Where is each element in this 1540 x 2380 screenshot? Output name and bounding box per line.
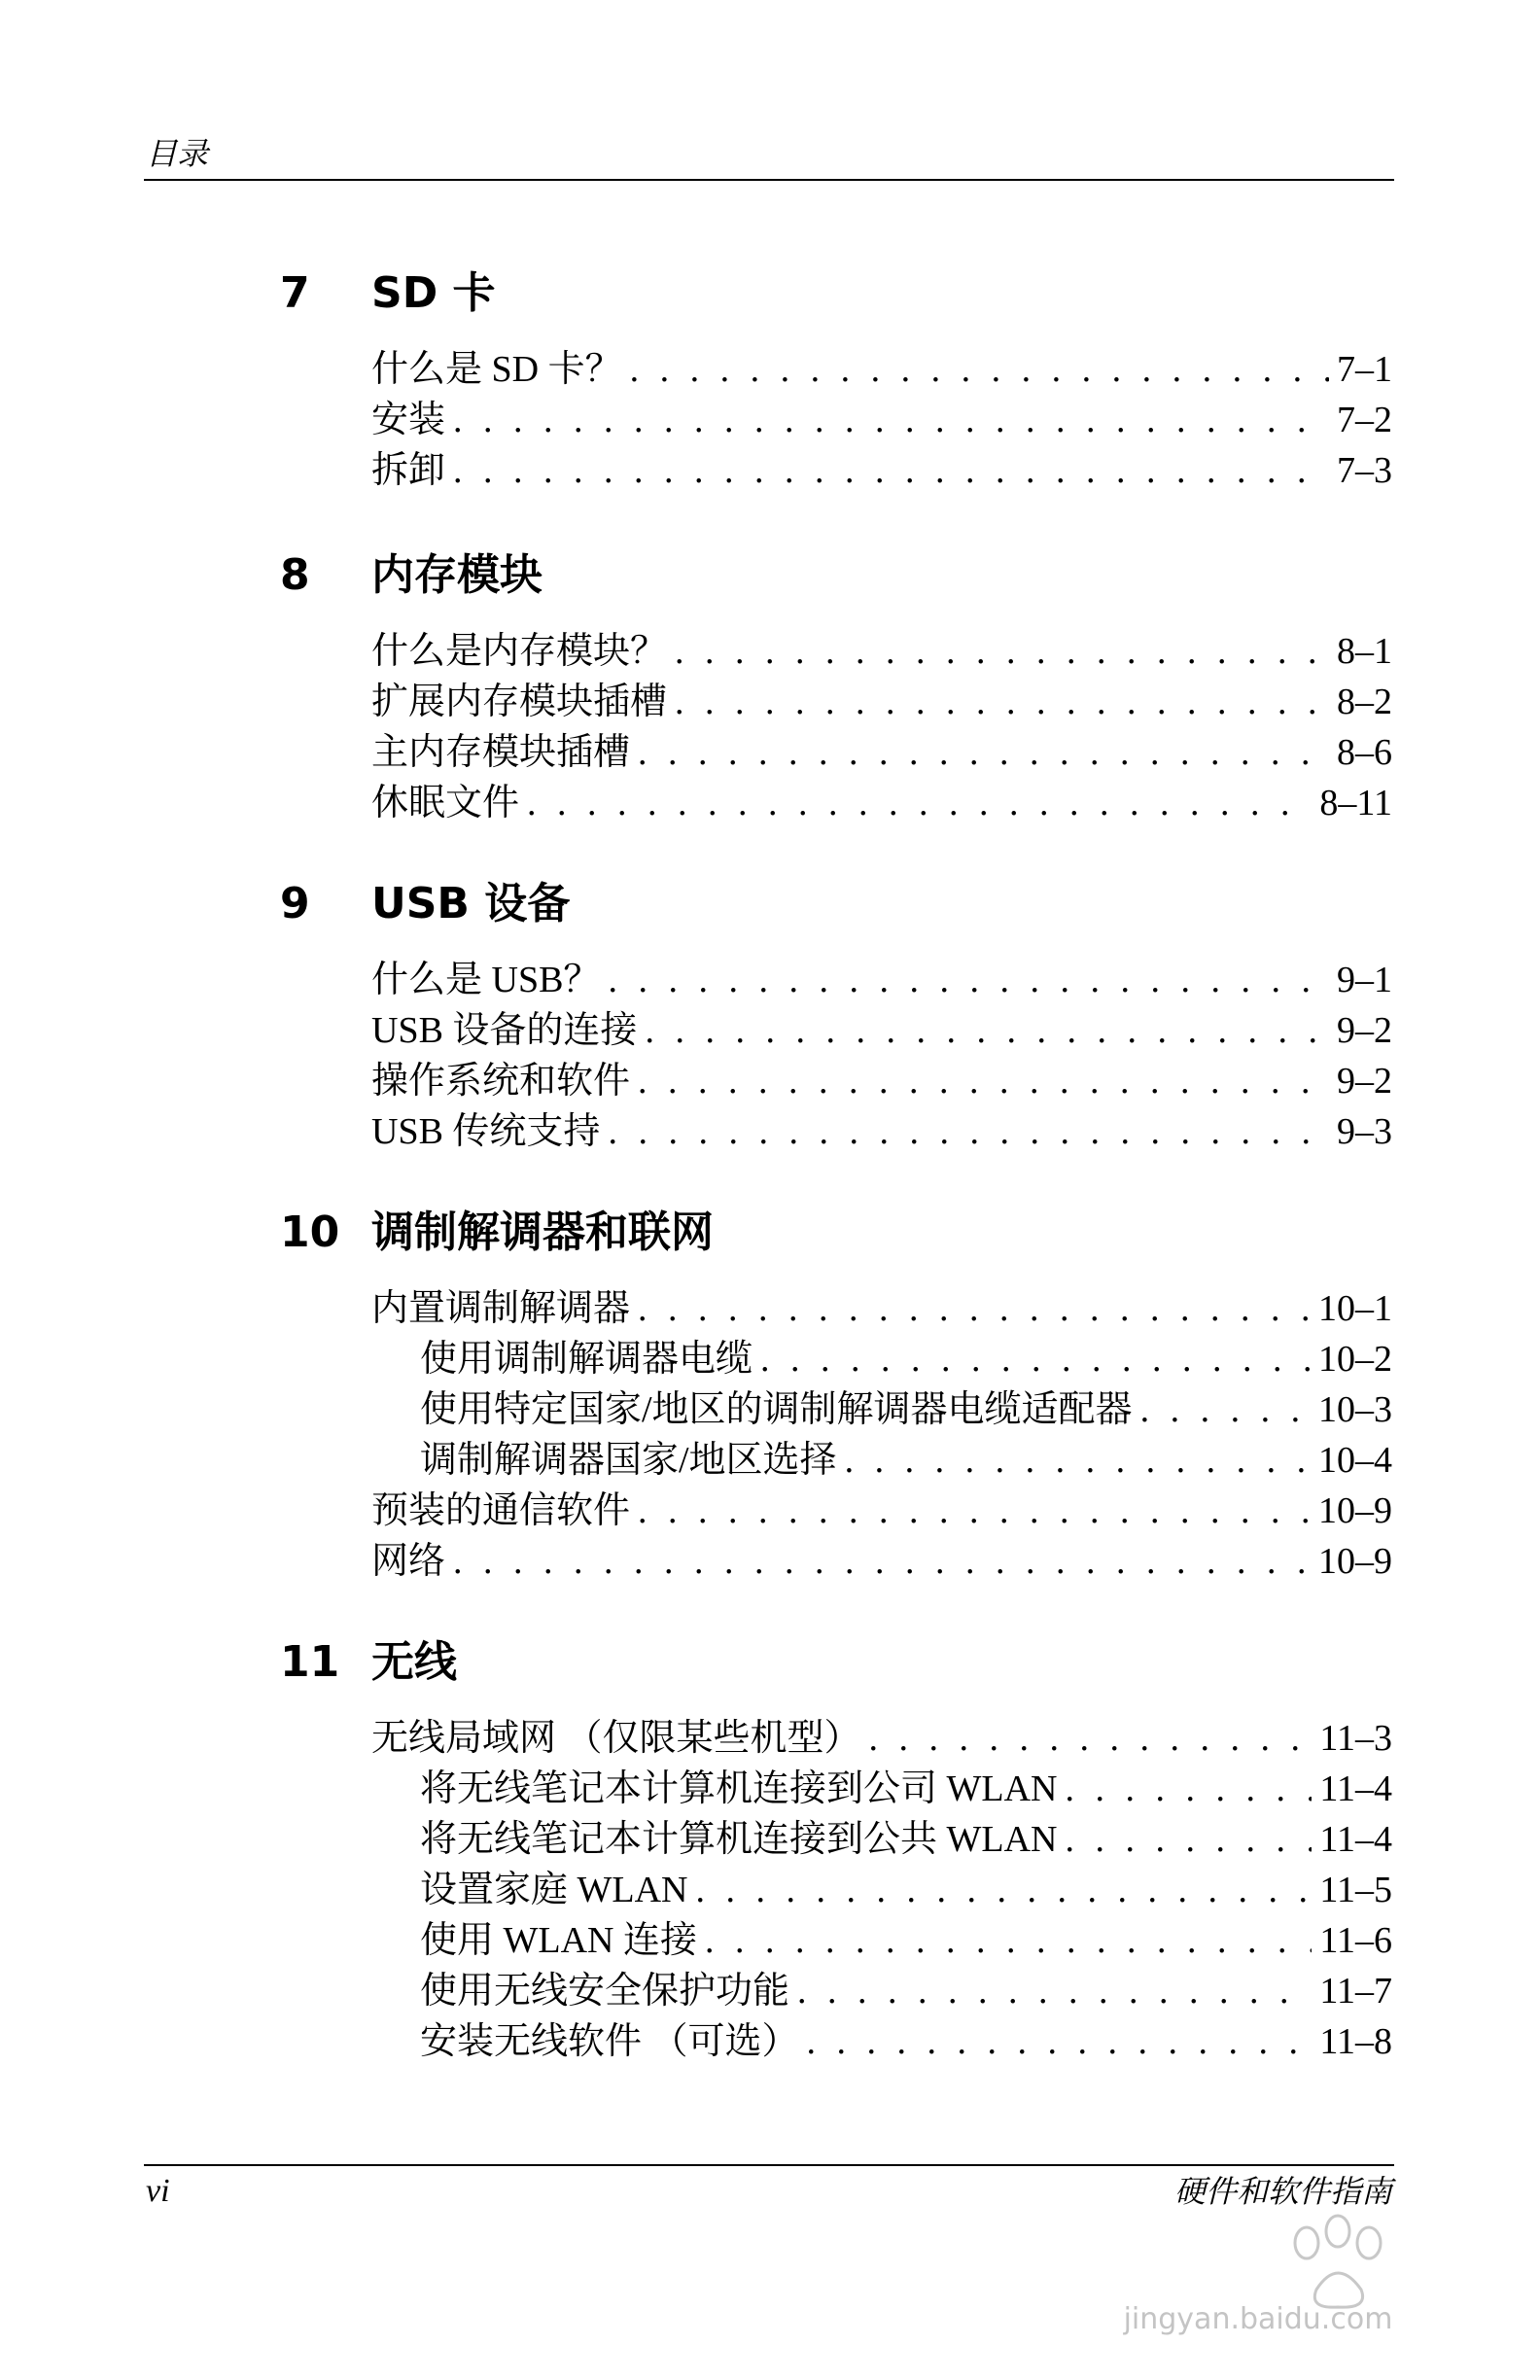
baidu-jingyan-watermark [1083, 2192, 1433, 2338]
toc-entry-title: 将无线笔记本计算机连接到公共 WLAN [420, 1819, 1058, 1860]
chapter-number: 9 [280, 879, 310, 928]
dot-leader [1140, 1384, 1311, 1435]
chapter-heading[interactable] [0, 875, 1540, 933]
dot-leader [1065, 1814, 1312, 1865]
toc-entry-page: 11–6 [1319, 1920, 1392, 1961]
toc-entry-title: 休眠文件 [371, 783, 520, 823]
toc-entry-page: 10–9 [1318, 1541, 1392, 1582]
dot-leader [638, 727, 1329, 778]
toc-entry-title: 安装 [371, 400, 446, 440]
toc-entry-page: 10–9 [1318, 1490, 1392, 1531]
toc-entry[interactable] [371, 344, 1392, 395]
toc-entry-title: 使用 WLAN 连接 [420, 1920, 697, 1961]
toc-subentry[interactable] [420, 1865, 1392, 1915]
toc-entry-title: 无线局域网 （仅限某些机型） [371, 1718, 861, 1759]
dot-leader [1065, 1764, 1312, 1814]
toc-entry-page: 7–2 [1337, 400, 1392, 440]
dot-leader [705, 1915, 1312, 1966]
toc-subentry[interactable] [420, 1334, 1392, 1384]
chapter-title: 无线 [371, 1637, 457, 1687]
toc-entry-title: 拆卸 [371, 450, 446, 491]
chapter-title: SD 卡 [371, 268, 496, 318]
toc-entry[interactable] [371, 1713, 1392, 1764]
chapter-number: 11 [280, 1637, 340, 1687]
toc-entry-page: 7–1 [1337, 349, 1392, 390]
toc-entry-title: 网络 [371, 1541, 446, 1582]
running-header-title: 目录 [146, 136, 209, 171]
chapter-heading[interactable] [0, 264, 1540, 323]
toc-entry-title: 使用无线安全保护功能 [420, 1971, 790, 2012]
toc-entry-page: 8–11 [1319, 783, 1392, 823]
toc-entry[interactable] [371, 1106, 1392, 1157]
dot-leader [638, 1283, 1311, 1334]
toc-entry[interactable] [371, 395, 1392, 445]
toc-entry-title: 主内存模块插槽 [371, 732, 631, 773]
toc-entry-title: 预装的通信软件 [371, 1490, 631, 1531]
toc-entry-page: 10–4 [1318, 1440, 1392, 1481]
toc-entry-title: 设置家庭 WLAN [420, 1870, 688, 1910]
toc-entry-title: 操作系统和软件 [371, 1061, 631, 1102]
toc-subentry[interactable] [420, 1915, 1392, 1966]
dot-leader [675, 626, 1329, 677]
dot-leader [675, 677, 1329, 727]
toc-entry-title: USB 设备的连接 [371, 1010, 638, 1051]
toc-entry-title: 什么是 USB？ [371, 960, 601, 1000]
dot-leader [695, 1865, 1312, 1915]
toc-entry-page: 11–8 [1319, 2021, 1392, 2062]
toc-entry-page: 10–1 [1318, 1288, 1392, 1329]
watermark-url: jingyan.baidu.com [1123, 2302, 1393, 2336]
toc-entry-page: 11–7 [1319, 1971, 1392, 2012]
chapter-heading[interactable] [0, 546, 1540, 605]
dot-leader [638, 1056, 1329, 1106]
chapter-title: USB 设备 [371, 879, 571, 928]
toc-entry[interactable] [371, 677, 1392, 727]
toc-subentry[interactable] [420, 2016, 1392, 2067]
dot-leader [608, 955, 1329, 1005]
dot-leader [527, 778, 1312, 828]
chapter-number: 8 [280, 550, 310, 600]
toc-entry-page: 9–1 [1337, 960, 1392, 1000]
chapter-title: 内存模块 [371, 550, 542, 600]
chapter-number: 7 [280, 268, 310, 318]
toc-entry-title: 使用特定国家/地区的调制解调器电缆适配器 [420, 1389, 1133, 1430]
dot-leader [608, 1106, 1329, 1157]
footer-rule [144, 2164, 1394, 2166]
toc-subentry[interactable] [420, 1966, 1392, 2016]
dot-leader [760, 1334, 1311, 1384]
dot-leader [645, 1005, 1329, 1056]
toc-entry-page: 9–3 [1337, 1111, 1392, 1152]
toc-entry-title: 内置调制解调器 [371, 1288, 631, 1329]
toc-entry-page: 11–5 [1319, 1870, 1392, 1910]
dot-leader [807, 2016, 1312, 2067]
dot-leader [453, 395, 1329, 445]
toc-subentry[interactable] [420, 1814, 1392, 1865]
toc-entry[interactable] [371, 1536, 1392, 1587]
toc-entry-page: 7–3 [1337, 450, 1392, 491]
chapter-number: 10 [280, 1208, 340, 1257]
toc-entry-page: 8–1 [1337, 631, 1392, 672]
toc-entry[interactable] [371, 1056, 1392, 1106]
chapter-title: 调制解调器和联网 [371, 1208, 714, 1257]
toc-entry[interactable] [371, 445, 1392, 496]
toc-entry-title: 安装无线软件 （可选） [420, 2021, 799, 2062]
toc-entry[interactable] [371, 1005, 1392, 1056]
toc-entry-title: 什么是内存模块？ [371, 631, 668, 672]
toc-entry[interactable] [371, 955, 1392, 1005]
dot-leader [453, 445, 1329, 496]
toc-entry-page: 10–2 [1318, 1339, 1392, 1380]
toc-entry-title: 扩展内存模块插槽 [371, 682, 668, 722]
dot-leader [797, 1966, 1312, 2016]
toc-entry-title: 什么是 SD 卡？ [371, 349, 622, 390]
toc-entry-page: 10–3 [1318, 1389, 1392, 1430]
toc-entry-title: 将无线笔记本计算机连接到公司 WLAN [420, 1768, 1058, 1809]
chapter-heading[interactable] [0, 1633, 1540, 1692]
toc-entry-page: 8–6 [1337, 732, 1392, 773]
dot-leader [869, 1713, 1312, 1764]
chapter-heading[interactable] [0, 1204, 1540, 1262]
toc-entry-title: 调制解调器国家/地区选择 [420, 1440, 837, 1481]
toc-entry[interactable] [371, 778, 1392, 828]
footer-book-title: 硬件和软件指南 [1173, 2174, 1392, 2209]
toc-entry[interactable] [371, 626, 1392, 677]
toc-entry-title: USB 传统支持 [371, 1111, 601, 1152]
dot-leader [845, 1435, 1311, 1486]
toc-entry[interactable] [371, 1283, 1392, 1334]
toc-entry-page: 9–2 [1337, 1010, 1392, 1051]
toc-entry[interactable] [371, 1486, 1392, 1536]
toc-entry-page: 11–4 [1319, 1819, 1392, 1860]
toc-entry-page: 11–4 [1319, 1768, 1392, 1809]
dot-leader [630, 344, 1329, 395]
dot-leader [638, 1486, 1311, 1536]
toc-entry-title: 使用调制解调器电缆 [420, 1339, 753, 1380]
toc-entry-page: 11–3 [1319, 1718, 1392, 1759]
toc-entry[interactable] [371, 727, 1392, 778]
toc-subentry[interactable] [420, 1435, 1392, 1486]
toc-entry-page: 9–2 [1337, 1061, 1392, 1102]
header-rule [144, 179, 1394, 181]
dot-leader [453, 1536, 1311, 1587]
toc-subentry[interactable] [420, 1384, 1392, 1435]
footer-page-number: vi [146, 2173, 170, 2209]
toc-subentry[interactable] [420, 1764, 1392, 1814]
toc-entry-page: 8–2 [1337, 682, 1392, 722]
baidu-paw-icon [1295, 2216, 1381, 2307]
